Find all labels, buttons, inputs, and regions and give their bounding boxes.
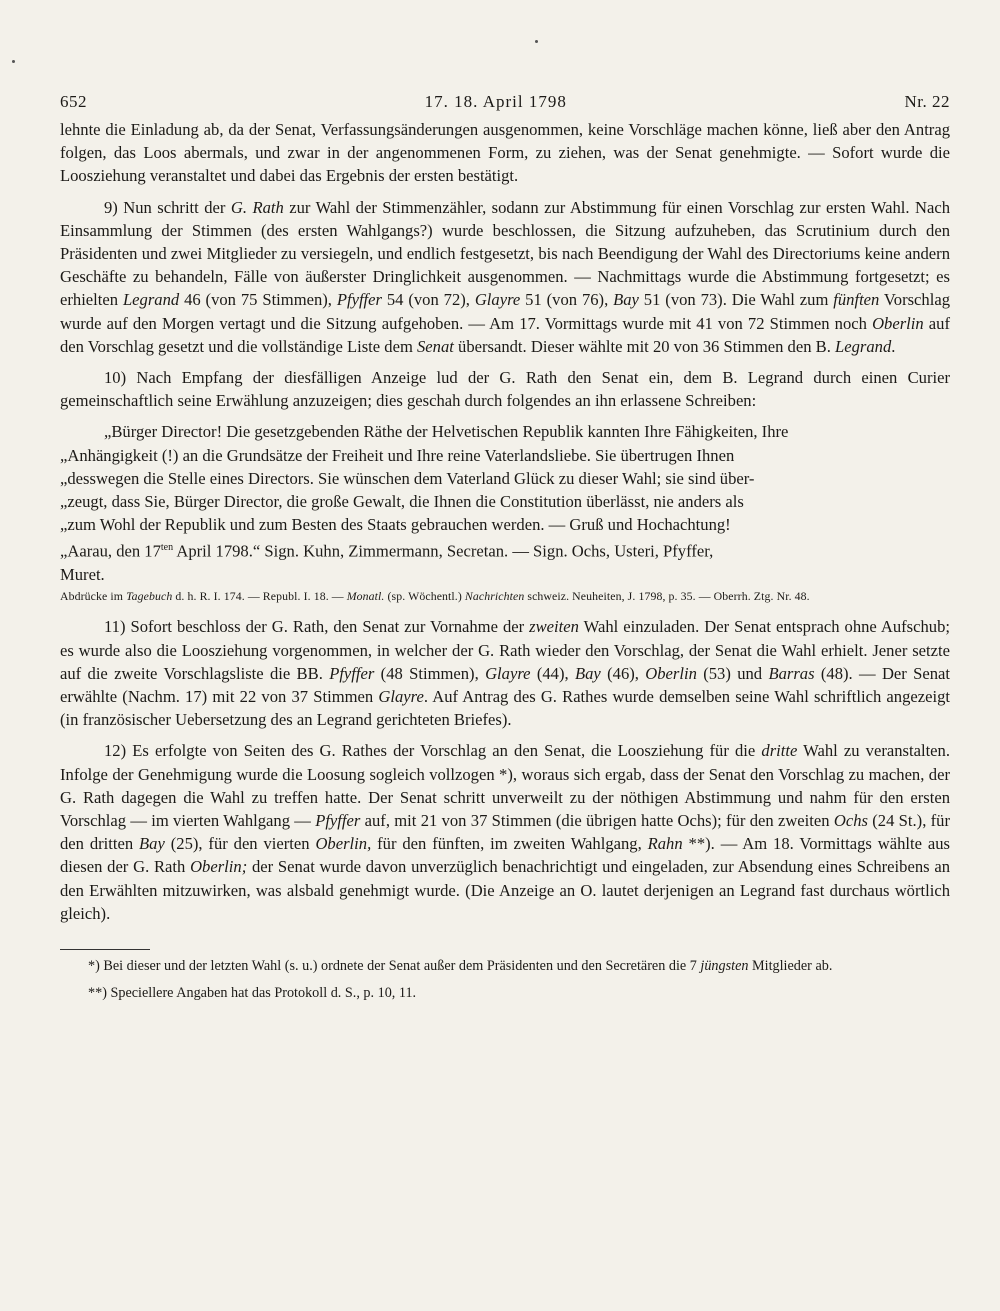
quote-line: „Bürger Director! Die gesetzgebenden Räthe der Helvetischen Republik kannten Ihre Fähigkeiten, Ihre [104, 422, 789, 442]
paragraph-continued: lehnte die Einladung ab, da der Senat, Verfassungsänderungen ausgenommen, keine Vorschläge machen könne, ließ aber den Antrag folgen, das Loos abermals, und zwar in der angenommenen Form, zu ziehen, was der Senat genehmigte. — Sofort wurde die Loosziehung veranstaltet und dabei das Ergebnis der ersten bestätigt. [60, 120, 950, 186]
letter-quote [60, 420, 950, 586]
document-number: Nr. 22 [904, 92, 950, 111]
header-date: 17. 18. April 1798 [424, 92, 567, 111]
paragraph-10: 10) Nach Empfang der diesfälligen Anzeige lud der G. Rath den Senat ein, dem B. Legrand durch einen Curier gemeinschaftlich seine Erwählung anzuzeigen; dies geschah durch folgendes an ihn erlassene Schreiben: [60, 368, 950, 411]
quote-line: „zeugt, dass Sie, Bürger Director, die große Gewalt, die Ihnen die Constitution überlässt, nie anders als [60, 492, 744, 512]
paper-speck [535, 40, 538, 43]
paragraph-9: 9) Nun schritt der G. Rath zur Wahl der Stimmenzähler, sodann zur Abstimmung für einen Vorschlag zur ersten Wahl. Nach Einsammlung der Stimmen (des ersten Wahlgangs?) wurde beschlossen, die Sitzung aufzuheben, das Scrutinium durch den Präsidenten und zwei Mitglieder zu versiegeln, und endlich festgesetzt, bis nach Beendigung der Wahl des Directoriums keine andern Geschäfte zu behandeln, Fälle von äußerster Dringlichkeit ausgenommen. — Nachmittags wurde die Abstimmung fortgesetzt; es erhielten Legrand 46 (von 75 Stimmen), Pfyffer 54 (von 72), Glayre 51 (von 76), Bay 51 (von 73). Die Wahl zum fünften Vorschlag wurde auf den Morgen vertagt und die Sitzung aufgehoben. — Am 17. Vormittags wurde mit 41 von 72 Stimmen noch Oberlin auf den Vorschlag gesetzt und die vollständige Liste dem Senat übersandt. Dieser wählte mit 20 von 36 Stimmen den B. Legrand. [60, 197, 950, 356]
footnote-1: *) Bei dieser und der letzten Wahl (s. u.) ordnete der Senat außer dem Präsidenten und den Secretären die 7 jüngsten Mitglieder ab. [88, 958, 833, 975]
footnote-2: **) Speciellere Angaben hat das Protokoll d. S., p. 10, 11. [88, 985, 417, 1002]
quote-line: „zum Wohl der Republik und zum Besten des Staats gebrauchen werden. — Gruß und Hochachtung! [60, 515, 731, 535]
quote-line: „desswegen die Stelle eines Directors. Sie wünschen dem Vaterland Glück zu dieser Wahl; sie sind über- [60, 468, 755, 488]
quote-line: „Aarau, den $17^{ten}$ April 1798.“ Sign. Kuhn, Zimmermann, Secretan. — Sign. Ochs, Usteri, Pfyffer, [60, 541, 714, 561]
document-page [60, 92, 950, 1004]
quote-line: „Anhängigkeit (!) an die Grundsätze der Freiheit und Ihre reine Vaterlandsliebe. Sie übertrugen Ihnen [60, 445, 735, 465]
quote-line: Muret. [60, 565, 105, 585]
paragraph-12: 12) Es erfolgte von Seiten des G. Rathes der Vorschlag an den Senat, die Loosziehung für die dritte Wahl zu veranstalten. Infolge der Genehmigung wurde die Loosung sogleich vollzogen *), woraus sich ergab, dass der Senat den Vorschlag zu machen, der G. Rath dagegen die Wahl zu treffen hatte. Der Senat schritt unverweilt zu der nöthigen Abstimmung und nahm für den ersten Vorschlag — im vierten Wahlgang — Pfyffer auf, mit 21 von 37 Stimmen (die übrigen hatte Ochs); für den zweiten Ochs (24 St.), für den dritten Bay (25), für den vierten Oberlin, für den fünften, im zweiten Wahlgang, Rahn **). — Am 18. Vormittags wählte aus diesen der G. Rath Oberlin; der Senat wurde davon unverzüglich benachrichtigt und eingeladen, zur Absendung eines Schreibens an den Erwählten mitzuwirken, was alsbald genehmigt wurde. (Die Anzeige an O. lautet derjenigen an Legrand fast durchaus wörtlich gleich). [60, 741, 950, 923]
paragraph-11: 11) Sofort beschloss der G. Rath, den Senat zur Vornahme der zweiten Wahl einzuladen. Der Senat entsprach ohne Aufschub; es wurde also die Loosziehung vorgenommen, in welcher der G. Rath wieder den Vorschlag, der Senat die Wahl erhielt. Jener setzte auf die zweite Vorschlagsliste die BB. Pfyffer (48 Stimmen), Glayre (44), Bay (46), Oberlin (53) und Barras (48). — Der Senat erwählte (Nachm. 17) mit 22 von 37 Stimmen Glayre. Auf Antrag des G. Rathes wurde demselben seine Wahl schriftlich angezeigt (in französischer Uebersetzung des an Legrand gerichteten Briefes). [60, 617, 951, 730]
page-number: 652 [60, 92, 87, 111]
paper-speck [12, 60, 15, 63]
source-note: Abdrücke im Tagebuch d. h. R. I. 174. — Republ. I. 18. — Monatl. (sp. Wöchentl.) Nachrichten schweiz. Neuheiten, J. 1798, p. 35. — Oberrh. Ztg. Nr. 48. [60, 589, 810, 604]
running-head [60, 92, 950, 112]
footnote-divider [60, 949, 150, 950]
